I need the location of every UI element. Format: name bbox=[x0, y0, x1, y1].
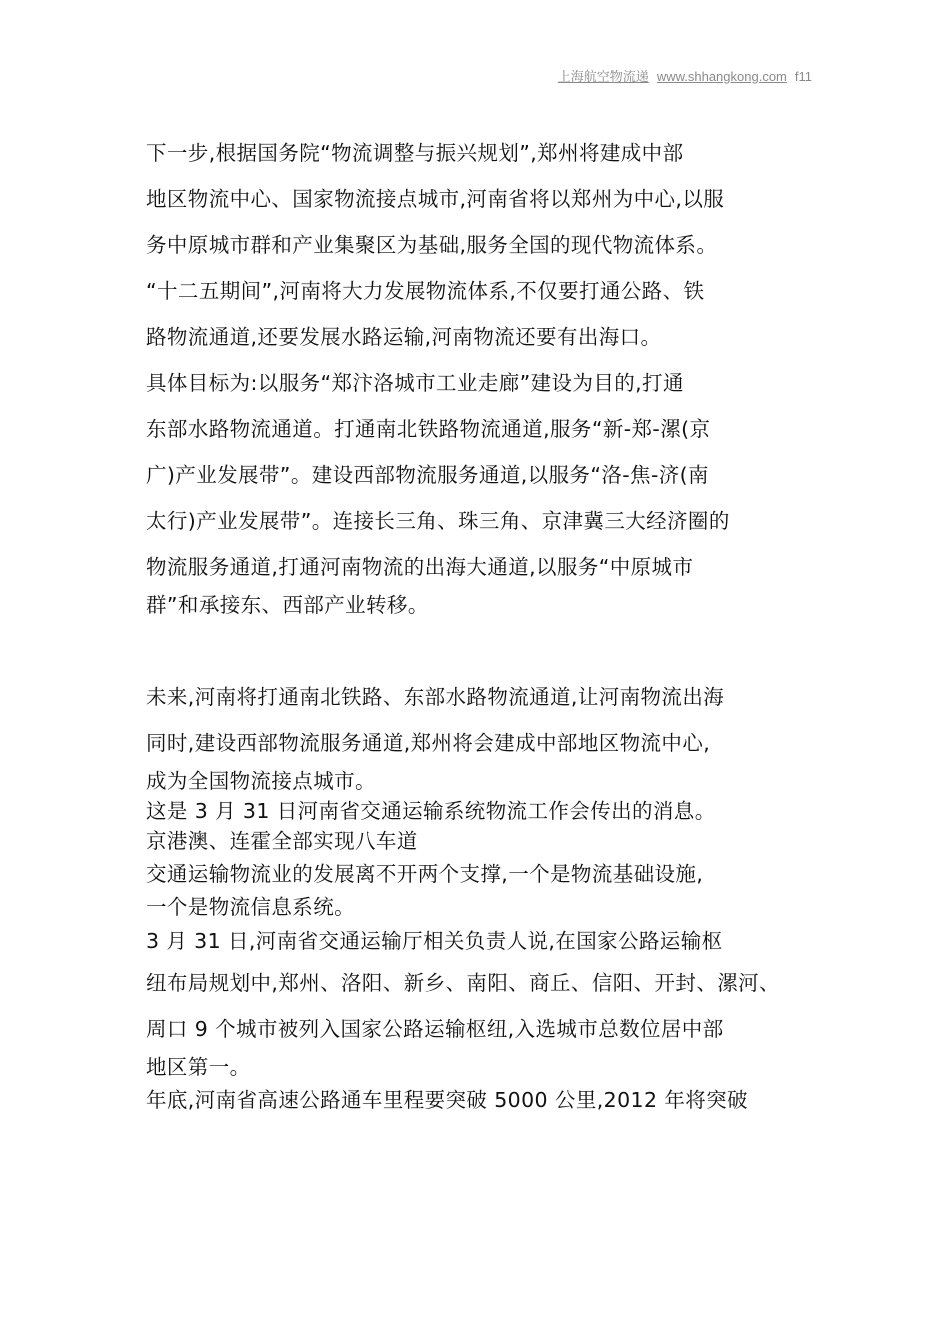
text-line: 一个是物流信息系统。 bbox=[146, 895, 355, 919]
header-page-code: f11 bbox=[794, 69, 812, 84]
text-line: 纽布局规划中,郑州、洛阳、新乡、南阳、商丘、信阳、开封、漯河、 bbox=[146, 971, 780, 995]
paragraph-block-1 bbox=[146, 130, 816, 620]
text-line: “十二五期间”,河南将大力发展物流体系,不仅要打通公路、铁 bbox=[146, 279, 705, 303]
text-line: 京港澳、连霍全部实现八车道 bbox=[146, 829, 418, 853]
text-line: 东部水路物流通道。打通南北铁路物流通道,服务“新-郑-漯(京 bbox=[146, 417, 711, 441]
text-line: 未来,河南将打通南北铁路、东部水路物流通道,让河南物流出海 bbox=[146, 685, 725, 709]
text-line: 地区第一。 bbox=[146, 1055, 251, 1079]
text-line: 同时,建设西部物流服务通道,郑州将会建成中部地区物流中心, bbox=[146, 731, 711, 755]
text-line: 路物流通道,还要发展水路运输,河南物流还要有出海口。 bbox=[146, 325, 662, 349]
text-line: 下一步,根据国务院“物流调整与振兴规划”,郑州将建成中部 bbox=[146, 141, 684, 165]
text-line: 具体目标为:以服务“郑汴洛城市工业走廊”建设为目的,打通 bbox=[146, 371, 684, 395]
text-line: 交通运输物流业的发展离不开两个支撑,一个是物流基础设施, bbox=[146, 862, 704, 886]
header-site-name[interactable]: 上海航空物流递 bbox=[557, 69, 649, 84]
text-line: 群”和承接东、西部产业转移。 bbox=[146, 593, 429, 617]
text-line: 地区物流中心、国家物流接点城市,河南省将以郑州为中心,以服 bbox=[146, 187, 725, 211]
text-line: 物流服务通道,打通河南物流的出海大通道,以服务“中原城市 bbox=[146, 555, 694, 579]
text-line: 这是 3 月 31 日河南省交通运输系统物流工作会传出的消息。 bbox=[146, 799, 716, 823]
paragraph-block-2 bbox=[146, 674, 816, 1118]
text-line: 太行)产业发展带”。连接长三角、珠三角、京津冀三大经济圈的 bbox=[146, 509, 730, 533]
page-header bbox=[558, 66, 812, 85]
text-line: 周口 9 个城市被列入国家公路运输枢纽,入选城市总数位居中部 bbox=[146, 1017, 724, 1041]
text-line: 务中原城市群和产业集聚区为基础,服务全国的现代物流体系。 bbox=[146, 233, 718, 257]
header-url-link[interactable]: www.shhangkong.com bbox=[656, 69, 787, 84]
text-line: 广)产业发展带”。建设西部物流服务通道,以服务“洛-焦-济(南 bbox=[146, 463, 709, 487]
text-line: 3 月 31 日,河南省交通运输厅相关负责人说,在国家公路运输枢 bbox=[146, 929, 723, 953]
document-body bbox=[146, 130, 816, 1118]
text-line: 成为全国物流接点城市。 bbox=[146, 769, 376, 793]
text-line: 年底,河南省高速公路通车里程要突破 5000 公里,2012 年将突破 bbox=[146, 1088, 748, 1112]
